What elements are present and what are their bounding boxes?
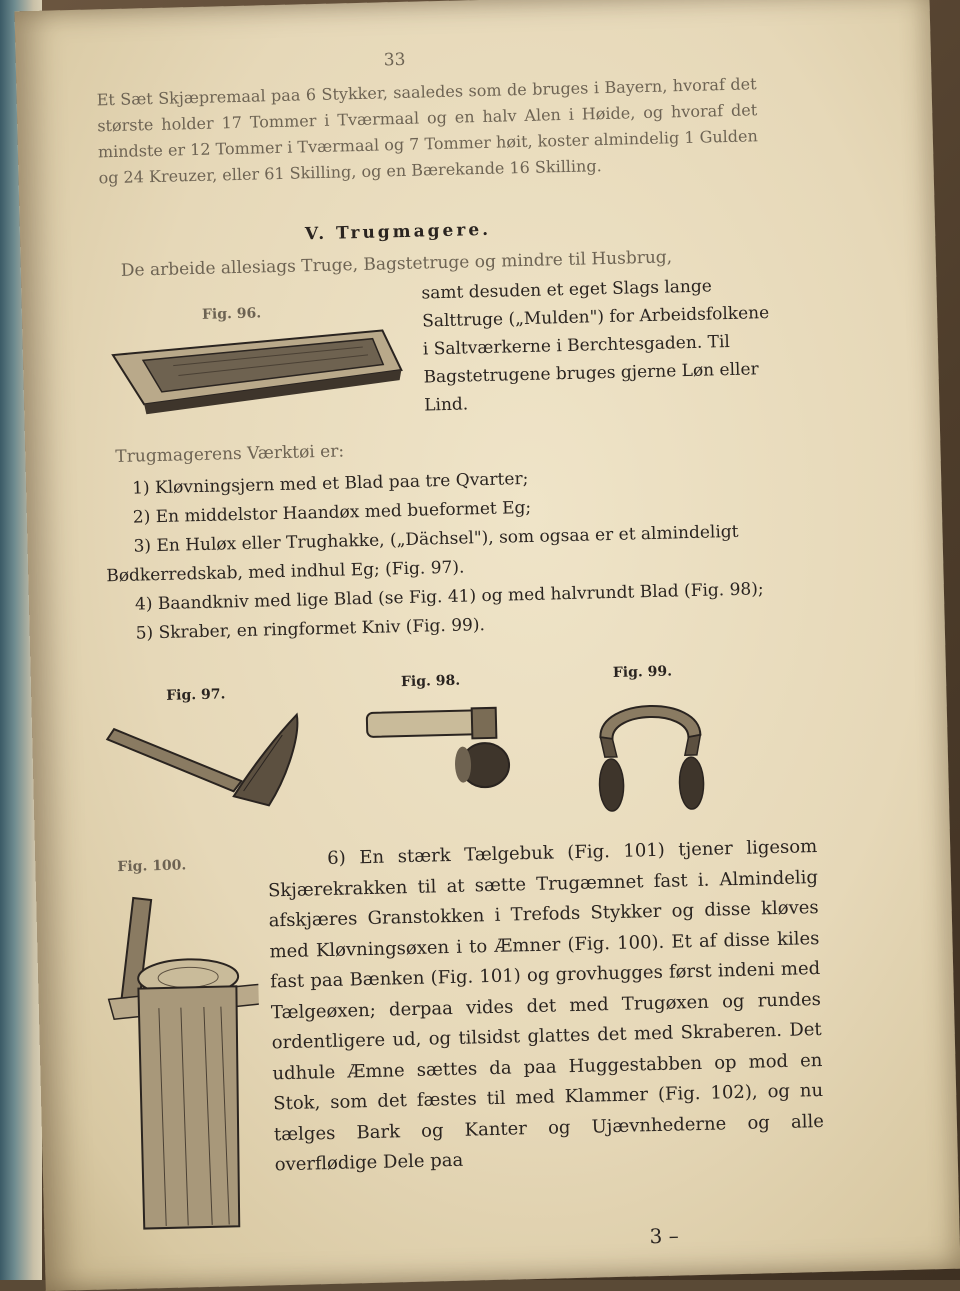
trug-intro-rest: samt desuden et eget Slags lange Salttruge („Mulden") for Arbeidsfolkene i Saltværkerne i Berchtesgaden. Til Bagstetrugene bruges gjerne Løn eller Lind. (421, 276, 770, 416)
body-paragraph-text: 6) En stærk Tælgebuk (Fig. 101) tjener ligesom Skjærekrakken til at sætte Trugæmnet fast i. Almindelig afskjæres Granstokken i Trefods Stykker og disse kløves med Kløvningsøxen i to Æmner (Fig. 100). Et af disse kiles fast paa Bænken (Fig. 101) og grovhugges først indeni med Tælgeøxen; derpaa vides det med Trugøxen og rundes ordentligere ud, og tilsidst glattes det med Skraberen. Det udhule Æmne sættes da paa Huggestabben op mod en Stok, som det fæstes til med Klammer (Fig. 102), og nu tælges Bark og Kanter og Ujævnhederne og alle overflødige Dele paa (267, 836, 825, 1176)
list-item: 3) En Huløx eller Trughakke, („Dächsel"), som ogsaa er et almindeligt Bødkerredskab, med indhul Eg; (Fig. 97). (106, 521, 739, 587)
scraper-illustration (579, 674, 722, 817)
list-item: 1) Kløvningsjern med et Blad paa tre Qvarter; (131, 468, 529, 499)
fig-96-label: Fig. 96. (201, 305, 262, 323)
log-illustration (66, 886, 264, 1241)
fig-98-label: Fig. 98. (400, 672, 461, 691)
fig-97-label: Fig. 97. (166, 686, 226, 704)
tools-list (104, 458, 798, 649)
list-item: 5) Skraber, en ringformet Kniv (Fig. 99). (135, 615, 486, 644)
section-heading: V. Trugmagere. (304, 219, 492, 245)
sheet-mark: 3 – (649, 1223, 679, 1249)
adze-illustration (102, 705, 305, 820)
book-page (14, 0, 960, 1291)
trug-intro-line: De arbeide allesiags Truge, Bagstetruge og mindre til Husbrug, (120, 247, 673, 281)
tools-title: Trugmagerens Værktøi er: (115, 441, 345, 468)
drawknife-illustration (362, 699, 514, 793)
fig-100-label: Fig. 100. (117, 857, 187, 876)
body-paragraph (267, 832, 825, 1181)
fig-99-label: Fig. 99. (612, 663, 673, 681)
list-item: 2) En middelstor Haandøx med bueformet Eg; (132, 497, 532, 528)
trough-illustration (82, 320, 414, 418)
intro-paragraph: Et Sæt Skjæpremaal paa 6 Stykker, saaledes som de bruges i Bayern, hvoraf det største holder 17 Tommer i Tværmaal og en halv Alen i Høide, og hvoraf det mindste er 12 Tommer i Tværmaal og 7 Tommer høit, koster almindelig 1 Gulden og 24 Kreuzer, eller 61 Skilling, og en Bærekande 16 Skilling. (96, 74, 759, 188)
page-number: 33 (383, 49, 406, 71)
list-item: 4) Baandkniv med lige Blad (se Fig. 41) og med halvrundt Blad (Fig. 98); (134, 579, 764, 615)
